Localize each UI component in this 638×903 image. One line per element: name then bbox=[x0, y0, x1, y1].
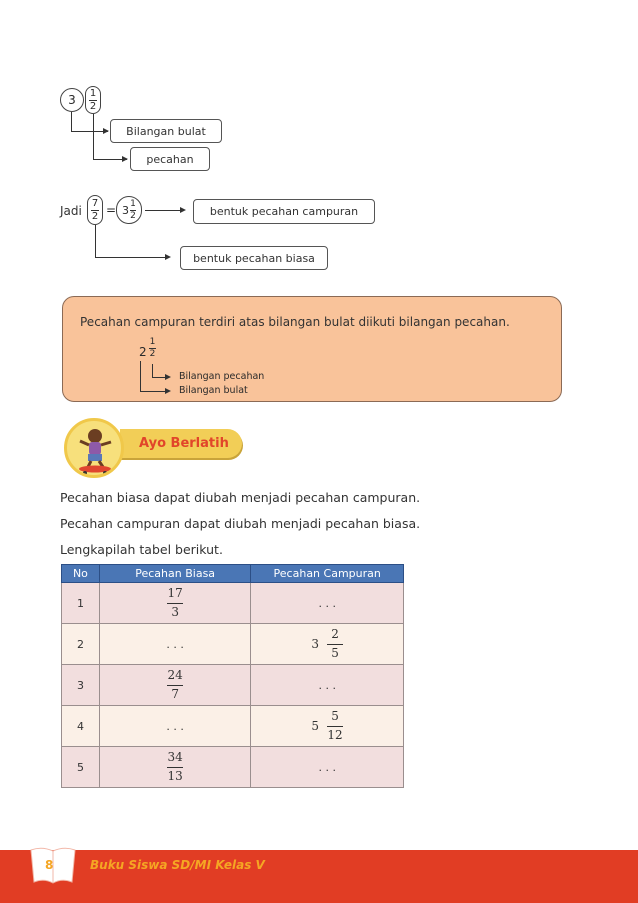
table-row bbox=[62, 665, 404, 706]
answer-blank[interactable]: . . . bbox=[251, 583, 404, 624]
connector-line bbox=[152, 364, 153, 378]
mixed-number-circle bbox=[116, 196, 142, 224]
arrow-head-icon bbox=[122, 156, 128, 162]
header-no: No bbox=[62, 565, 100, 583]
header-pecahan-campuran: Pecahan Campuran bbox=[251, 565, 404, 583]
improper-fraction bbox=[91, 199, 99, 222]
mixed-fraction-cell: 5 $\frac{5}{12}$ bbox=[251, 706, 404, 747]
mixed-whole: 3 bbox=[122, 203, 129, 217]
header-pecahan-biasa: Pecahan Biasa bbox=[99, 565, 251, 583]
improper-fraction-circle bbox=[87, 195, 103, 225]
connector-line bbox=[140, 361, 141, 392]
definition-note-box bbox=[62, 296, 562, 402]
example-fraction: 1 2 bbox=[149, 337, 156, 359]
connector-line bbox=[93, 114, 94, 160]
connector-line bbox=[140, 391, 166, 392]
improper-fraction-cell: $\frac{34}{13}$ bbox=[99, 747, 251, 788]
label-bilangan-bulat-note: Bilangan bulat bbox=[179, 385, 248, 396]
mixed-fraction-cell: 3 $\frac{2}{5}$ bbox=[251, 624, 404, 665]
arrow-head-icon bbox=[165, 388, 171, 394]
whole-number-circle bbox=[60, 88, 84, 112]
jadi-label: Jadi bbox=[60, 204, 82, 218]
connector-line bbox=[71, 112, 72, 132]
fraction-circle bbox=[85, 86, 101, 114]
improper-fraction-cell: $\frac{17}{3}$ bbox=[99, 583, 251, 624]
arrow-head-icon bbox=[165, 254, 171, 260]
fraction-numerator: 1 bbox=[89, 87, 97, 99]
arrow-head-icon bbox=[103, 128, 109, 134]
table-row bbox=[62, 624, 404, 665]
table-row bbox=[62, 747, 404, 788]
connector-line bbox=[152, 377, 166, 378]
exercise-line-1: Pecahan biasa dapat diubah menjadi pecahan campuran. bbox=[60, 490, 421, 505]
mixed-fraction: $\frac{1}{2}$ bbox=[130, 198, 136, 221]
skateboarder-icon bbox=[67, 421, 123, 477]
arrow-head-icon bbox=[180, 207, 186, 213]
ayo-berlatih-title: Ayo Berlatih bbox=[139, 436, 229, 451]
equals-sign: = bbox=[106, 203, 117, 217]
label-bentuk-pecahan-campuran: bentuk pecahan campuran bbox=[193, 199, 375, 224]
fraction bbox=[89, 89, 97, 112]
example-whole: 2 bbox=[139, 345, 147, 359]
table-header-row bbox=[62, 565, 404, 583]
row-number: 1 bbox=[62, 583, 100, 624]
improper-fraction-cell: $\frac{24}{7}$ bbox=[99, 665, 251, 706]
row-number: 3 bbox=[62, 665, 100, 706]
exercise-line-2: Pecahan campuran dapat diubah menjadi pecahan biasa. bbox=[60, 516, 421, 531]
answer-blank[interactable]: . . . bbox=[99, 624, 251, 665]
connector-line bbox=[95, 257, 166, 258]
page-footer bbox=[0, 850, 638, 903]
table-row bbox=[62, 583, 404, 624]
row-number: 5 bbox=[62, 747, 100, 788]
row-number: 4 bbox=[62, 706, 100, 747]
fraction-denominator: 2 bbox=[89, 100, 97, 112]
whole-number: 3 bbox=[68, 93, 76, 107]
label-bentuk-pecahan-biasa: bentuk pecahan biasa bbox=[180, 246, 328, 270]
answer-blank[interactable]: . . . bbox=[99, 706, 251, 747]
label-pecahan: pecahan bbox=[130, 147, 210, 171]
table-row bbox=[62, 706, 404, 747]
exercise-line-3: Lengkapilah tabel berikut. bbox=[60, 542, 223, 557]
connector-line bbox=[145, 210, 181, 211]
arrow-head-icon bbox=[165, 374, 171, 380]
page-number: 8 bbox=[45, 858, 54, 872]
definition-text: Pecahan campuran terdiri atas bilangan bulat diikuti bilangan pecahan. bbox=[80, 315, 510, 329]
improper-denominator: 2 bbox=[91, 210, 99, 222]
improper-numerator: 7 bbox=[91, 197, 99, 209]
answer-blank[interactable]: . . . bbox=[251, 665, 404, 706]
fraction-table bbox=[61, 564, 404, 788]
row-number: 2 bbox=[62, 624, 100, 665]
connector-line bbox=[95, 225, 96, 258]
label-bilangan-pecahan: Bilangan pecahan bbox=[179, 371, 265, 382]
student-skateboard-illustration bbox=[64, 418, 124, 478]
label-bilangan-bulat: Bilangan bulat bbox=[110, 119, 222, 143]
book-title: Buku Siswa SD/MI Kelas V bbox=[90, 858, 265, 872]
answer-blank[interactable]: . . . bbox=[251, 747, 404, 788]
